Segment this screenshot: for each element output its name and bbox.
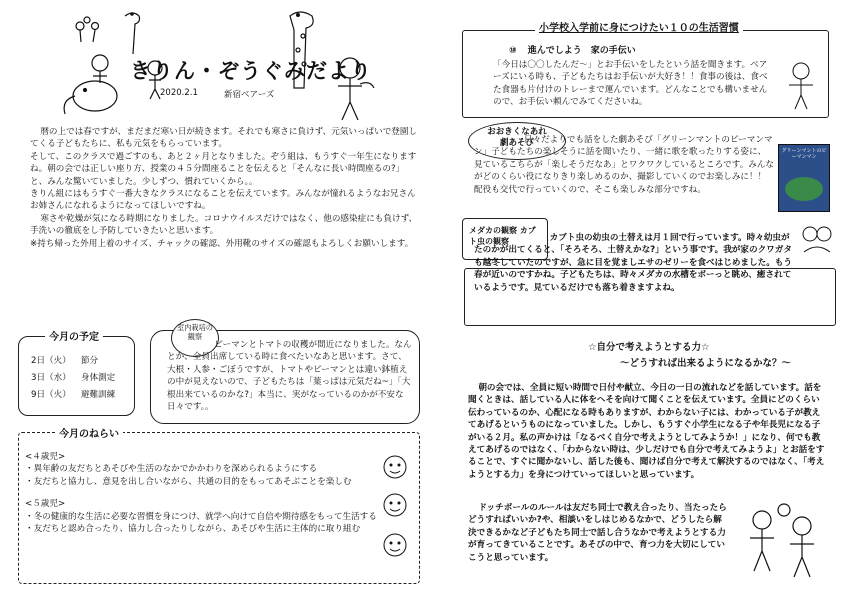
- aims-box: [18, 429, 420, 584]
- garden-box: [150, 323, 420, 424]
- habits-text: 「今日は〇〇したんだ～」とお手伝いをしたという話を聞きます。ベアーズにいる時も、子どもたちはお手伝いが大好き！！食事の後は、食べた食器も片付けのトレーまで運んでいます。どんなことでも構いませんので、お手伝い頼んでみてくださいね。: [493, 60, 768, 108]
- bigplay-text: 日々だよりでも話をした劇あそび「グリーンマントのピーマンマン」子どもたちの楽しそうに話を聞いたり、一緒に歌を歌ったりする姿に、見ているこちらが「楽しそうだなあ」とワクワクしているところです。みんながどのくらい役になりきり楽しめるのか、撮影していくのでお楽しみに！！配役も交代で行っていくので、そこも楽しみな部分ですね。: [474, 135, 775, 195]
- schedule-date: 9日（火）: [31, 390, 71, 400]
- aims-age5-item: ・友だちと認め合ったり、協力し合ったりしながら、あそびや生活に主体的に取り組む: [25, 524, 361, 535]
- habits-heading: [509, 43, 636, 56]
- think-paragraph: ドッチボールのルールは友だち同士で教え合ったり、当たったらどうすればいいか?や、相談いをしはじめるなかで、どうしたら解決できるかなど子どもたち同士で話し合うなかで考えようとする力が育ってきていることです。あそびの中で、育つ力を大切にしていこうと思っています。: [468, 503, 727, 563]
- schedule-title: 今月の予定: [45, 328, 103, 343]
- aims-age4-item: ・友だちと協力し、意見を出し合いながら、共通の目的をもってあそぶことを楽しむ: [25, 476, 352, 487]
- schedule-item: [31, 353, 115, 370]
- intro-paragraph: 寒さや乾燥が気になる時期になりました。コロナウイルスだけではなく、他の感染症にも負けず、手洗いの徹底をし予防していきたいと思います。: [30, 213, 418, 237]
- kids-insects-illustration: [800, 222, 834, 262]
- aims-age5-item: ・冬の健康的な生活に必要な習慣を身につけ、就学へ向けて自信や期待感をもって生活する: [25, 511, 377, 522]
- think-subtitle: ～どうすれば出来るようになるかな？～: [620, 358, 792, 369]
- book-title: グリーンマントのピーマンマン: [781, 148, 827, 160]
- habits-title: 小学校入学前に身につけたい１０の生活習慣: [535, 19, 743, 34]
- think-title: ☆自分で考えようとする力☆: [588, 342, 710, 353]
- schedule-event: 避難訓練: [80, 390, 116, 400]
- schedule-date: 3日（水）: [31, 373, 71, 383]
- author-name: 新宿ベアーズ: [224, 90, 275, 100]
- aims-age4-label: <４歳児>: [25, 452, 66, 462]
- garden-badge: 室内栽培の観察: [171, 319, 219, 357]
- bigplay-bubble-text: おおきくなあれ劇あそび: [487, 127, 547, 148]
- children-faces-icon: [377, 453, 413, 563]
- insects-badge-text: メダカの観察 カブト虫の観察: [469, 226, 536, 246]
- insects-text: カブト虫の幼虫の土替えは月１回で行っています。時々幼虫がたのかが出てくると、「そろそろ、土替えかな?」という事です。我が家のクワガタも越冬していたのですが、急に目を覚ましエサのゼリーを食べはじめました。もう春が近いのですかね。子どもたちは、時々メダカの水槽をボーっと眺め、癒されているようです。見ているだけでも落ち着きますよね。: [474, 233, 792, 293]
- habits-box: [462, 23, 829, 118]
- kid-tray-illustration: [783, 61, 819, 111]
- garden-text: ピーマンとトマトの収穫が間近になりました。なんとか、全員出席している時に食べたいなあと思います。さて、大根・人参・ごぼうですが、トマトやピーマンとは違い鉢植えの中が見えないので、子どもたちは「葉っぱは元気だね~」「大根出来ているのかな?」本当に、実がなっているのかが不安な日々です。。: [167, 340, 412, 413]
- aims-content: [25, 451, 383, 535]
- intro-text: [30, 126, 418, 250]
- book-cover-image: [778, 144, 830, 212]
- issue-date: 2020.2.1: [160, 88, 198, 98]
- intro-paragraph: 暦の上では春ですが、まだまだ寒い日が続きます。それでも寒さに負けず、元気いっぱいで登園してくる子どもたちに、私も元気をもらっています。: [30, 127, 418, 150]
- dodgeball-kids-illustration: [740, 500, 830, 588]
- intro-paragraph: ※持ち帰った外用上着のサイズ、チャックの確認、外用靴のサイズの確認もよろしくお願いします。: [30, 238, 414, 249]
- aims-age5-label: <５歳児>: [25, 499, 66, 510]
- habits-heading-text: 進んでしよう 家の手伝い: [527, 46, 636, 56]
- aims-title: 今月のねらい: [55, 425, 123, 440]
- schedule-item: [31, 387, 115, 404]
- schedule-event: 節分: [80, 356, 99, 366]
- schedule-list: [31, 353, 115, 404]
- schedule-event: 身体測定: [80, 373, 116, 383]
- schedule-date: 2日（火）: [31, 356, 71, 366]
- intro-paragraph: そして、このクラスで過ごすのも、あと２ヶ月となりました。ぞう組は、もうすぐ一年生になりますね。朝の会では正しい座り方、授業の４５分間座ることを伝えると「そんなに長い時間座るの?」と、みんな驚いていました。少しずつ、慣れていくから。。: [30, 151, 417, 187]
- newsletter-title: きりん・ぞうぐみだより: [130, 59, 372, 83]
- schedule-box: [18, 332, 135, 416]
- schedule-item: [31, 370, 115, 387]
- intro-paragraph: きりん組にはもうすぐ一番大きなクラスになることを伝えています。みんなが憧れるようなお兄さんお姉さんになれるようになってほしいですね。: [30, 189, 416, 212]
- aims-age4-item: ・異年齢の友だちとあそびや生活のなかでかかわりを深められるようにする: [25, 464, 318, 475]
- habits-number: ⑩: [509, 46, 517, 56]
- think-paragraph: 朝の会では、全員に短い時間で日付や献立、今日の一日の流れなどを話しています。話を聞くときは、話している人に体をへそを向けて聞くことを伝えています。全員にどのくらい伝わっているのか、心配になる時もありますが、わからない子には、わかっている子が教えてあげるというものになっていました。しかし、もうすぐ小学生になる子や年長児になる子がいる２月。私の声かけは「なるべく自分で考えようとしてみようか！」になり、何でも教えてあげるのではなく、「わからない時は、少しだけでも自分で考えてみようよ」とお話をすることで、すぐに聞かないし、話した後も、聞けば自分で考えて解決するのではなく、「考えようとする力」を身につけていってほしいと思っています。: [468, 383, 825, 480]
